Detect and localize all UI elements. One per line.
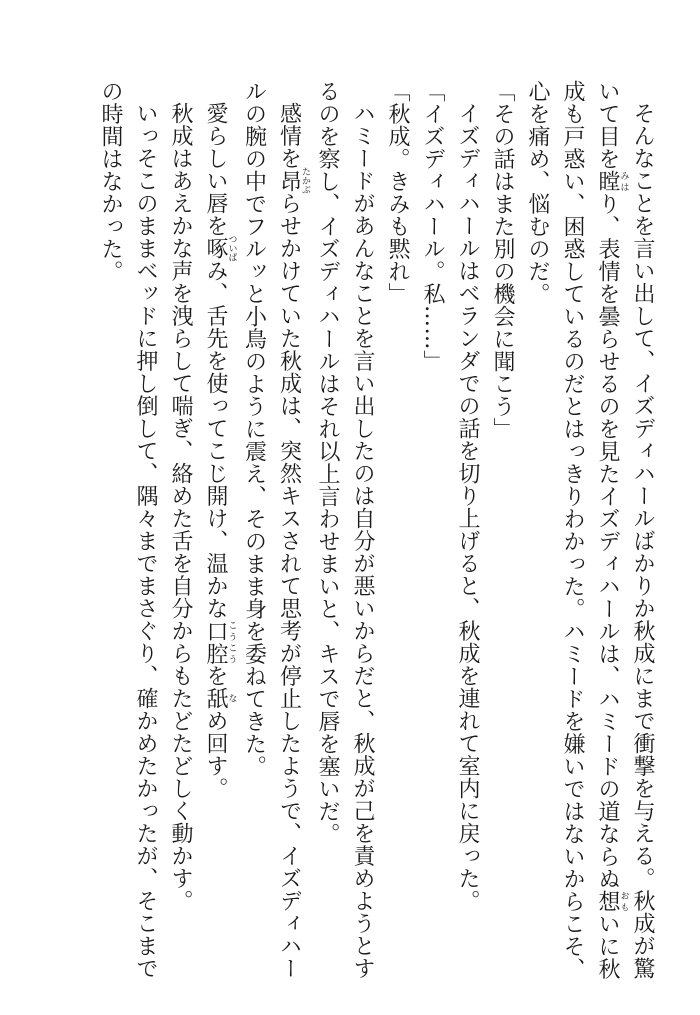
text-run: そんなことを言い出して、イズディハールばかりか秋成にまで衝撃を与える。秋成が驚いて目を [595,80,655,980]
text-run: 感情を [276,102,302,170]
paragraph [415,80,450,980]
ruby-annotation [595,890,629,913]
ruby-base: 想 [595,890,620,913]
ruby-base: 啄 [203,234,228,262]
ruby-reading: みは [618,170,629,193]
ruby-reading: な [226,687,237,710]
paragraph [198,80,237,980]
ruby-reading: たかぶ [300,167,310,195]
ruby-annotation [203,687,237,710]
text-run: ハミードがあんなことを言い出したのは自分が悪いからだと、秋成が己を責めようとするのを察し、イズディハールはそれ以上言わせまいと、キスで唇を塞いだ。 [315,80,375,980]
ruby-annotation [203,619,237,665]
text-run: を [203,664,228,687]
text-run: イズディハールはベランダでの話を切り上げると、秋成を連れて室内に戻った。 [455,102,480,912]
vertical-text-body [93,80,660,980]
ruby-reading: こうこう [226,619,237,665]
ruby-base: 昂 [276,167,302,195]
text-run: 秋成はあえかな声を洩らして喘ぎ、絡めた舌を自分からもたどたどしく動かす。 [168,102,193,912]
ruby-base: 瞠 [595,170,620,193]
text-run: 愛らしい唇を [203,102,228,237]
text-run: 「秋成。きみも黙れ」 [385,80,410,305]
paragraph [450,80,485,980]
ruby-annotation [203,234,237,262]
text-run: いっそこのままベッドに押し倒して、隅々までまさぐり、確かめたかったが、そこまでの時間はなかった。 [98,80,158,980]
ruby-base: 舐 [203,687,228,710]
paragraph [237,80,311,980]
ruby-base: 口腔 [203,619,228,665]
paragraph [163,80,198,980]
paragraph [93,80,163,980]
text-run: め回す。 [203,709,228,800]
text-run: み、舌先を使ってこじ開け、温かな [203,259,228,620]
paragraph [310,80,380,980]
paragraph [380,80,415,980]
ruby-annotation [276,167,310,195]
paragraph [520,80,660,980]
text-run: いに秋成も戸惑い、困惑しているのだとはっきりわかった。ハミードを嫌いではないからこそ、心を痛め、悩むのだ。 [525,80,620,980]
text-run: 「イズディハール。私……」 [420,80,445,373]
ruby-annotation [595,170,629,193]
text-run: らせかけていた秋成は、突然キスされて思考が停止したようで、イズディハールの腕の中でフルッと小鳥のように震え、そのまま身を委ねてきた。 [241,80,302,980]
text-run: り、表情を曇らせるのを見たイズディハールは、ハミードの道ならぬ [595,192,620,890]
ruby-reading: おも [618,890,629,913]
ruby-reading: ついば [226,234,237,262]
paragraph [485,80,520,980]
text-run: 「その話はまた別の機会に聞こう」 [490,80,515,440]
